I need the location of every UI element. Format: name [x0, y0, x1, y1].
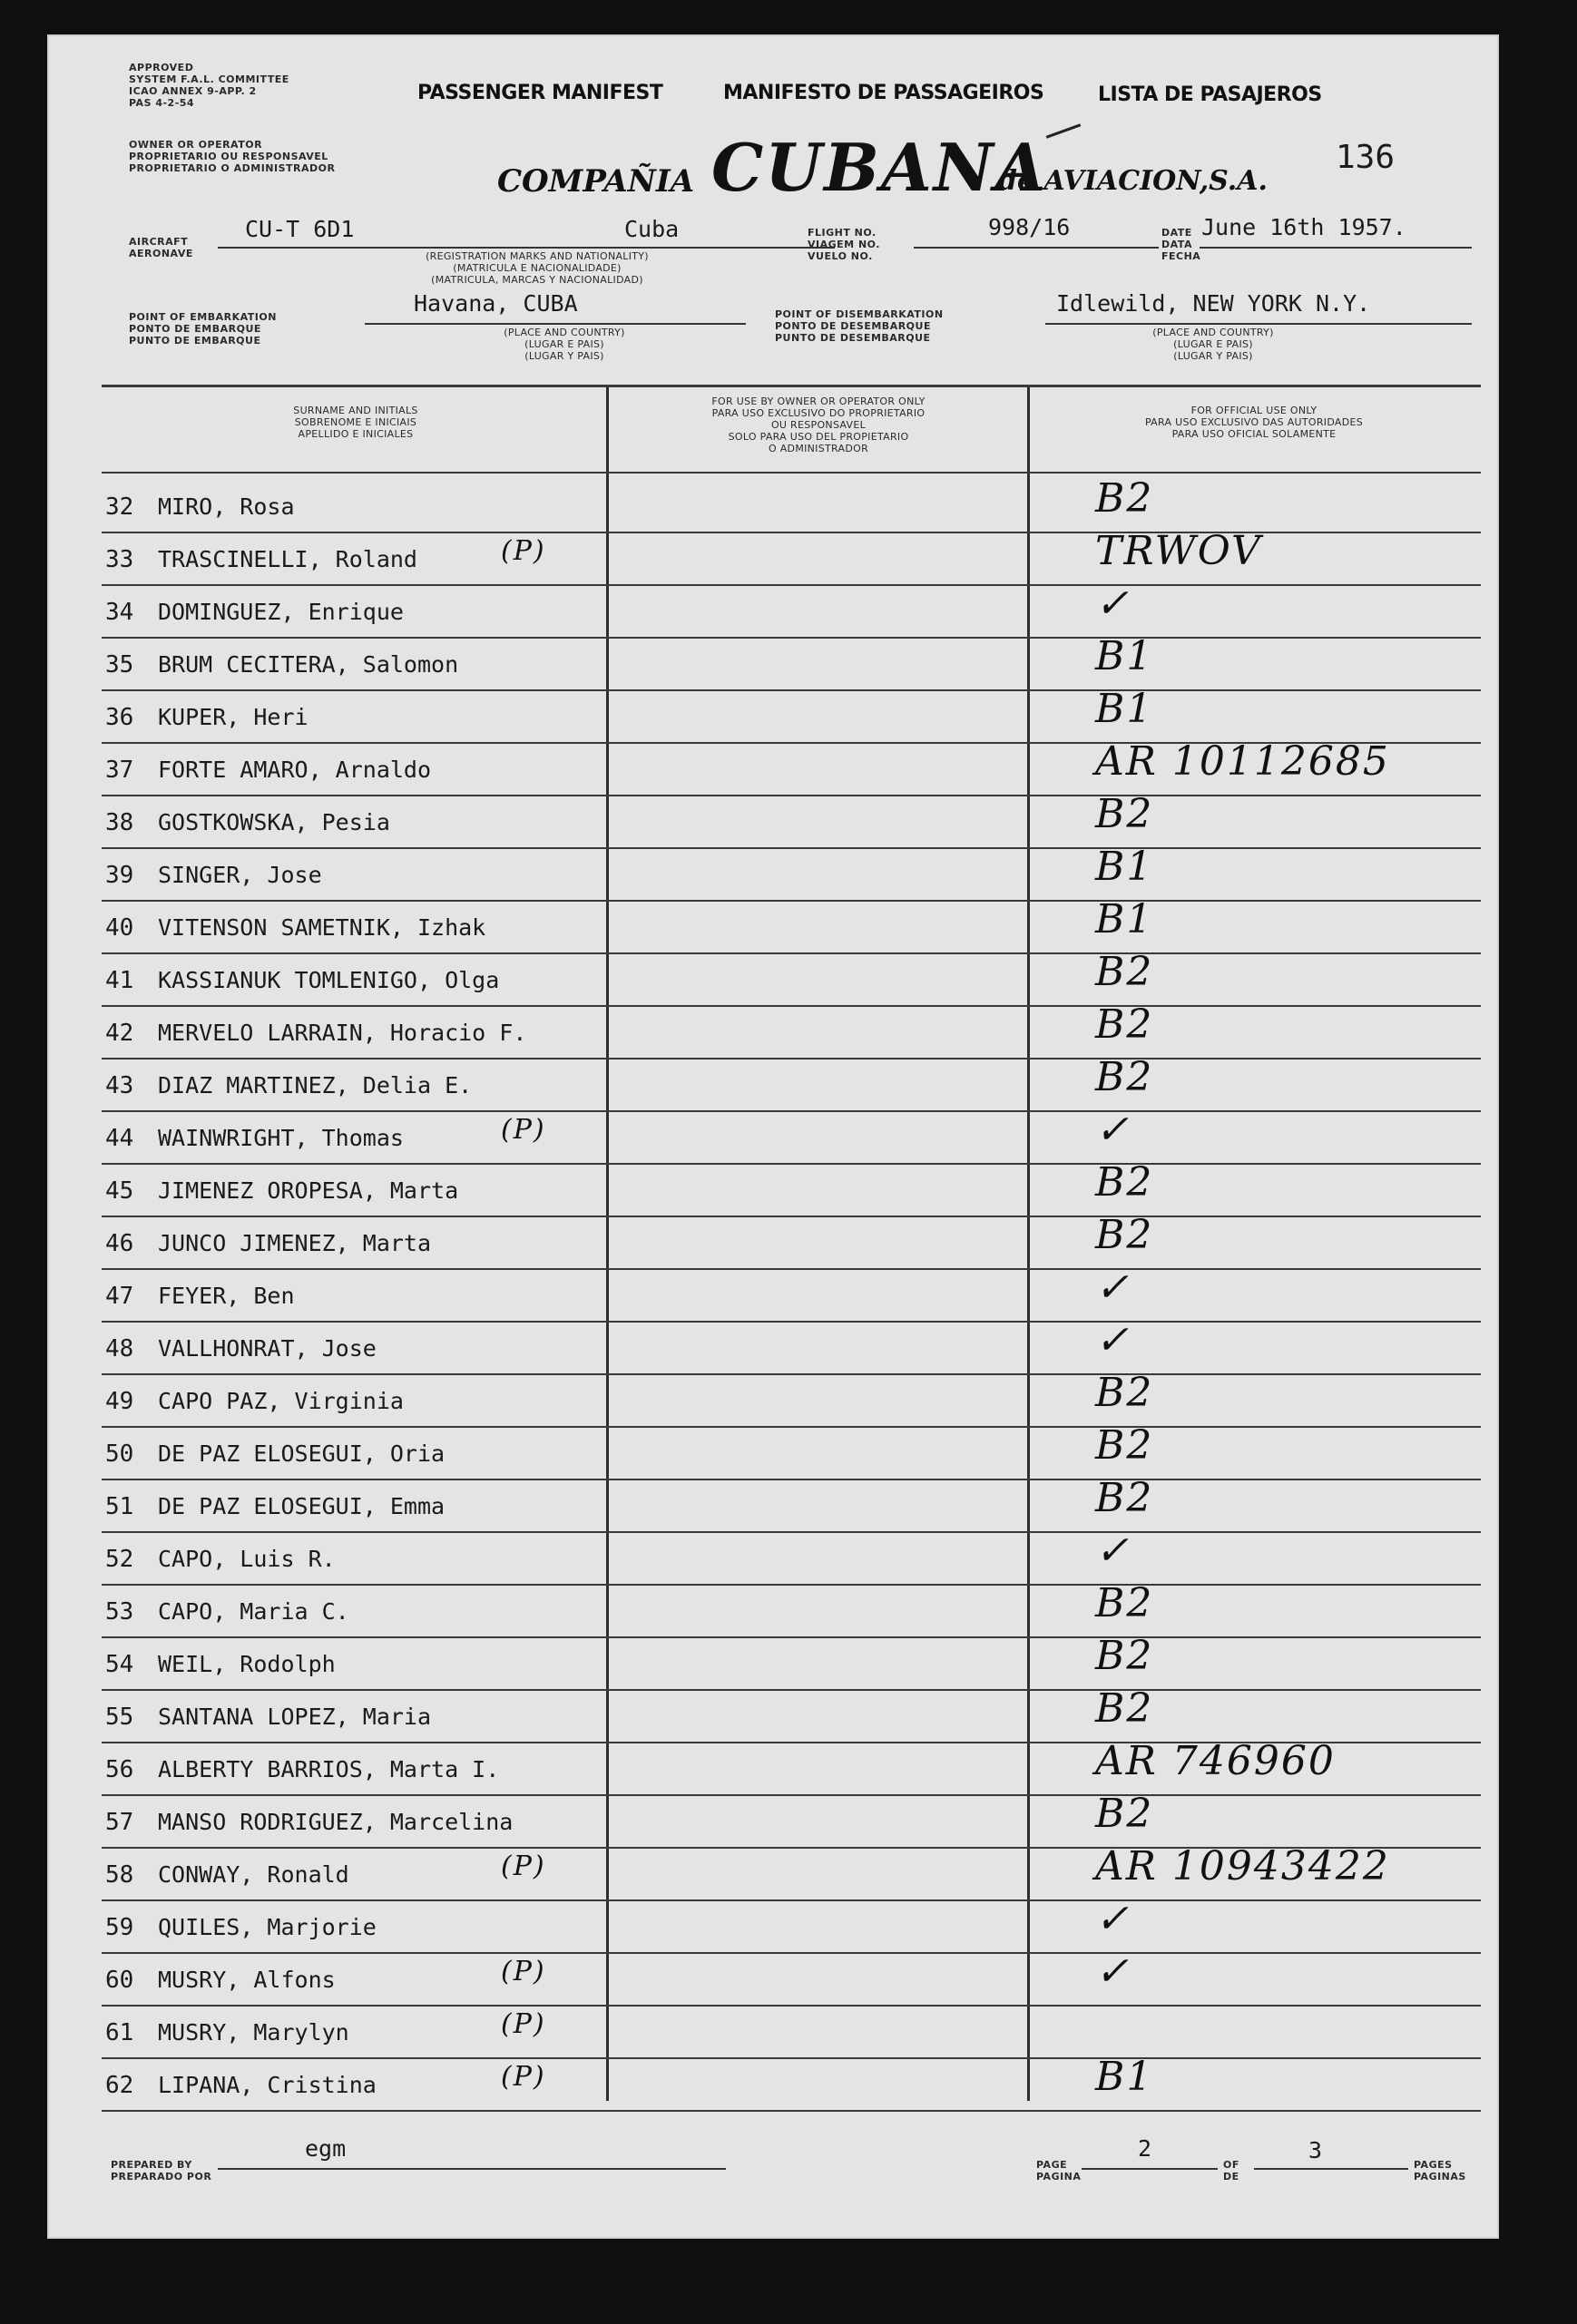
official-mark: AR 10943422: [1095, 1843, 1390, 1889]
official-mark: ✓: [1095, 1896, 1131, 1942]
flight-label-line: VUELO NO.: [808, 250, 873, 262]
disembark-label-line: POINT OF DISEMBARKATION: [775, 308, 944, 320]
prepared-by-label-line: PREPARADO POR: [111, 2171, 212, 2182]
table-row: [102, 686, 1481, 744]
passenger-name: KASSIANUK TOMLENIGO, Olga: [158, 967, 500, 993]
passenger-number: 59: [105, 1914, 134, 1941]
pages-label-line: PAGINAS: [1414, 2171, 1466, 2182]
pages-total: 3: [1308, 2137, 1323, 2163]
flight-label-line: FLIGHT NO.: [808, 227, 877, 239]
table-row: [102, 633, 1481, 691]
table-row: [102, 1107, 1481, 1165]
flight-date: June 16th 1957.: [1201, 214, 1406, 240]
passenger-name: SINGER, Jose: [158, 862, 322, 888]
passenger-name: MERVELO LARRAIN, Horacio F.: [158, 1020, 527, 1046]
place-label-line: (PLACE AND COUNTRY): [1152, 327, 1274, 338]
official-mark: B1: [1095, 896, 1154, 942]
column-header-line: SOBRENOME E INICIAIS: [294, 416, 417, 428]
passenger-name: MIRO, Rosa: [158, 493, 295, 520]
registration-label-line: (MATRICULA E NACIONALIDADE): [453, 262, 622, 274]
aircraft-label-line: AIRCRAFT: [129, 236, 189, 248]
passenger-note: (P): [501, 535, 546, 567]
disembark-label-line: PUNTO DE DESEMBARQUE: [775, 332, 931, 344]
embark-label: [129, 311, 277, 347]
passenger-number: 53: [105, 1598, 134, 1626]
table-row: [102, 581, 1481, 639]
official-mark: B2: [1095, 1633, 1154, 1679]
passenger-number: 46: [105, 1230, 134, 1257]
official-mark: B1: [1095, 844, 1154, 890]
passenger-name: FORTE AMARO, Arnaldo: [158, 757, 432, 783]
airline-logo-main: CUBANA: [711, 129, 1048, 206]
official-mark: ✓: [1095, 1948, 1131, 1995]
date-field: [1200, 212, 1472, 249]
passenger-name: DOMINGUEZ, Enrique: [158, 599, 404, 625]
official-mark: ✓: [1095, 1528, 1131, 1574]
passenger-name: DE PAZ ELOSEGUI, Oria: [158, 1440, 446, 1467]
table-row: [102, 1738, 1481, 1796]
approval-line: APPROVED: [129, 62, 194, 73]
owner-label-line: PROPRIETARIO O ADMINISTRADOR: [129, 162, 336, 174]
column-header-line: OU RESPONSAVEL: [770, 419, 867, 431]
prepared-by-label-line: PREPARED BY: [111, 2159, 192, 2171]
table-row: [102, 1475, 1481, 1533]
table-row: [102, 1685, 1481, 1743]
passenger-name: SANTANA LOPEZ, Maria: [158, 1704, 432, 1730]
page-label-line: PAGE: [1036, 2159, 1068, 2171]
passenger-number: 33: [105, 546, 134, 573]
disembark-place: Idlewild, NEW YORK N.Y.: [1056, 290, 1371, 317]
aircraft-field: [218, 214, 835, 249]
official-mark: AR 10112685: [1095, 738, 1390, 785]
disembark-field: [1045, 288, 1472, 325]
title-portuguese: MANIFESTO DE PASSAGEIROS: [723, 82, 1044, 104]
passenger-number: 42: [105, 1020, 134, 1047]
passenger-number: 55: [105, 1704, 134, 1731]
row-rule: [102, 2110, 1481, 2112]
aircraft-label: [129, 236, 193, 259]
passenger-number: 38: [105, 809, 134, 836]
flight-number: 998/16: [988, 214, 1071, 240]
manifest-sheet: [47, 34, 1499, 2239]
passenger-name: JUNCO JIMENEZ, Marta: [158, 1230, 432, 1256]
title-english: PASSENGER MANIFEST: [417, 82, 663, 104]
embark-label-line: PONTO DE EMBARQUE: [129, 323, 261, 335]
passenger-note: (P): [501, 1850, 546, 1882]
table-row: [102, 844, 1481, 902]
passenger-name: DIAZ MARTINEZ, Delia E.: [158, 1072, 473, 1099]
table-row: [102, 1791, 1481, 1849]
passenger-name: CAPO PAZ, Virginia: [158, 1388, 404, 1414]
place-label-line: (LUGAR Y PAIS): [1173, 350, 1253, 362]
aircraft-nationality: Cuba: [624, 216, 680, 242]
owner-label-line: OWNER OR OPERATOR: [129, 139, 263, 151]
passenger-note: (P): [501, 1956, 546, 1987]
table-row: [102, 1212, 1481, 1270]
table-row: [102, 1159, 1481, 1217]
passenger-name: MUSRY, Marylyn: [158, 2019, 349, 2046]
passenger-number: 62: [105, 2072, 134, 2099]
official-mark: AR 746960: [1095, 1738, 1336, 1784]
passenger-number: 56: [105, 1756, 134, 1783]
passenger-name: DE PAZ ELOSEGUI, Emma: [158, 1493, 446, 1519]
column-header-line: PARA USO OFICIAL SOLAMENTE: [1171, 428, 1337, 440]
table-row: [102, 2054, 1481, 2112]
passenger-number: 45: [105, 1177, 134, 1205]
passenger-name: GOSTKOWSKA, Pesia: [158, 809, 390, 835]
flight-field: [914, 212, 1159, 249]
table-row: [102, 1422, 1481, 1480]
embark-place-label: [455, 327, 673, 362]
column-header-line: SOLO PARA USO DEL PROPIETARIO: [728, 431, 909, 443]
official-mark: TRWOV: [1095, 528, 1262, 574]
date-label: [1161, 227, 1200, 262]
official-mark: B2: [1095, 1791, 1154, 1837]
column-header-owner: [628, 395, 1009, 454]
table-row: [102, 1001, 1481, 1059]
embark-label-line: POINT OF EMBARKATION: [129, 311, 277, 323]
table-row: [102, 1528, 1481, 1586]
passenger-number: 58: [105, 1861, 134, 1889]
passenger-name: WEIL, Rodolph: [158, 1651, 336, 1677]
passenger-name: WAINWRIGHT, Thomas: [158, 1125, 404, 1151]
official-mark: B2: [1095, 1370, 1154, 1416]
passenger-number: 60: [105, 1967, 134, 1994]
prepared-by-label: [111, 2159, 211, 2182]
approval-line: ICAO ANNEX 9-APP. 2: [129, 85, 257, 97]
table-row: [102, 896, 1481, 954]
registration-label: [347, 250, 728, 286]
passenger-number: 35: [105, 651, 134, 679]
passenger-name: KUPER, Heri: [158, 704, 309, 730]
registration-label-line: (MATRICULA, MARCAS Y NACIONALIDAD): [431, 274, 643, 286]
passenger-number: 43: [105, 1072, 134, 1099]
pages-label-line: PAGES: [1414, 2159, 1453, 2171]
place-label-line: (PLACE AND COUNTRY): [504, 327, 625, 338]
passenger-name: MANSO RODRIGUEZ, Marcelina: [158, 1809, 514, 1835]
table-row: [102, 1948, 1481, 2007]
column-header-line: APELLIDO E INICIALES: [298, 428, 414, 440]
official-mark: B1: [1095, 633, 1154, 679]
passenger-name: BRUM CECITERA, Salomon: [158, 651, 459, 678]
passenger-number: 37: [105, 757, 134, 784]
official-mark: B2: [1095, 1422, 1154, 1469]
date-label-line: FECHA: [1161, 250, 1201, 262]
flight-label-line: VIAGEM NO.: [808, 239, 880, 250]
official-mark: ✓: [1095, 1107, 1131, 1153]
passenger-number: 54: [105, 1651, 134, 1678]
embark-label-line: PUNTO DE EMBARQUE: [129, 335, 261, 347]
passenger-number: 52: [105, 1546, 134, 1573]
airline-logo-left: COMPAÑIA: [497, 163, 695, 200]
passenger-name: MUSRY, Alfons: [158, 1967, 336, 1993]
registration-label-line: (REGISTRATION MARKS AND NATIONALITY): [426, 250, 649, 262]
passenger-name: CAPO, Luis R.: [158, 1546, 336, 1572]
table-row: [102, 1265, 1481, 1323]
logo-swoosh: [1046, 123, 1082, 138]
official-mark: ✓: [1095, 1317, 1131, 1363]
passenger-number: 51: [105, 1493, 134, 1520]
passenger-name: VITENSON SAMETNIK, Izhak: [158, 914, 486, 941]
date-label-line: DATE: [1161, 227, 1192, 239]
passenger-number: 44: [105, 1125, 134, 1152]
official-mark: B2: [1095, 1159, 1154, 1206]
disembark-label-line: PONTO DE DESEMBARQUE: [775, 320, 931, 332]
table-row: [102, 2007, 1481, 2059]
table-row: [102, 1054, 1481, 1112]
passenger-name: QUILES, Marjorie: [158, 1914, 377, 1940]
official-mark: ✓: [1095, 581, 1131, 627]
approval-line: PAS 4-2-54: [129, 97, 195, 109]
official-mark: B2: [1095, 1580, 1154, 1626]
table-row: [102, 1633, 1481, 1691]
official-mark: B2: [1095, 1685, 1154, 1732]
approval-block: [129, 62, 289, 109]
passenger-number: 32: [105, 493, 134, 521]
pages-total-field: [1254, 2132, 1408, 2170]
column-header-line: O ADMINISTRADOR: [768, 443, 869, 454]
page-stamp: 136: [1336, 139, 1396, 176]
passenger-name: TRASCINELLI, Roland: [158, 546, 417, 572]
date-label-line: DATA: [1161, 239, 1192, 250]
passenger-number: 36: [105, 704, 134, 731]
flight-label: [808, 227, 880, 262]
aircraft-label-line: AERONAVE: [129, 248, 193, 259]
passenger-name: VALLHONRAT, Jose: [158, 1335, 377, 1362]
embark-field: [365, 288, 746, 325]
official-mark: B2: [1095, 1475, 1154, 1521]
passenger-name: CAPO, Maria C.: [158, 1598, 349, 1625]
passenger-note: (P): [501, 1114, 546, 1146]
page-number: 2: [1138, 2135, 1152, 2162]
passenger-note: (P): [501, 2008, 546, 2040]
official-mark: ✓: [1095, 1265, 1131, 1311]
passenger-number: 47: [105, 1283, 134, 1310]
passenger-number: 49: [105, 1388, 134, 1415]
passenger-name: LIPANA, Cristina: [158, 2072, 377, 2098]
passenger-name: JIMENEZ OROPESA, Marta: [158, 1177, 459, 1204]
embark-place: Havana, CUBA: [414, 290, 578, 317]
passenger-number: 34: [105, 599, 134, 626]
disembark-place-label: [1100, 327, 1327, 362]
column-header-line: SURNAME AND INITIALS: [293, 405, 418, 416]
official-mark: B1: [1095, 686, 1154, 732]
pages-label: [1414, 2159, 1466, 2182]
table-row: [102, 1317, 1481, 1375]
table-top-rule: [102, 385, 1481, 387]
prepared-by-value: egm: [305, 2135, 347, 2162]
column-header-official: [1045, 405, 1463, 440]
column-header-line: FOR OFFICIAL USE ONLY: [1190, 405, 1317, 416]
column-header-name: [174, 405, 537, 440]
owner-label-line: PROPRIETARIO OU RESPONSAVEL: [129, 151, 328, 162]
passenger-name: ALBERTY BARRIOS, Marta I.: [158, 1756, 500, 1782]
table-row: [102, 1580, 1481, 1638]
official-mark: B1: [1095, 2054, 1154, 2100]
passenger-number: 61: [105, 2019, 134, 2046]
table-row: [102, 791, 1481, 849]
approval-line: SYSTEM F.A.L. COMMITTEE: [129, 73, 289, 85]
passenger-note: (P): [501, 2061, 546, 2093]
header-bottom-rule: [102, 472, 1481, 474]
official-mark: B2: [1095, 1001, 1154, 1048]
table-row: [102, 1370, 1481, 1428]
table-row: [102, 528, 1481, 586]
column-header-line: FOR USE BY OWNER OR OPERATOR ONLY: [711, 395, 926, 407]
page-label: [1036, 2159, 1081, 2182]
aircraft-registration: CU-T 6D1: [245, 216, 355, 242]
owner-label: [129, 139, 335, 174]
of-label: [1223, 2159, 1239, 2182]
of-label-line: OF: [1223, 2159, 1239, 2171]
page-label-line: PAGINA: [1036, 2171, 1082, 2182]
passenger-name: CONWAY, Ronald: [158, 1861, 349, 1888]
table-row: [102, 475, 1481, 533]
disembark-label: [775, 308, 944, 344]
place-label-line: (LUGAR E PAIS): [524, 338, 604, 350]
place-label-line: (LUGAR E PAIS): [1173, 338, 1253, 350]
airline-logo-right: de AVIACION,S.A.: [998, 165, 1268, 197]
place-label-line: (LUGAR Y PAIS): [524, 350, 604, 362]
prepared-by-field: [218, 2132, 726, 2170]
official-mark: B2: [1095, 1054, 1154, 1100]
passenger-number: 50: [105, 1440, 134, 1468]
table-row: [102, 949, 1481, 1007]
passenger-number: 57: [105, 1809, 134, 1836]
table-row: [102, 1896, 1481, 1954]
column-header-line: PARA USO EXCLUSIVO DAS AUTORIDADES: [1144, 416, 1364, 428]
official-mark: B2: [1095, 1212, 1154, 1258]
passenger-number: 40: [105, 914, 134, 942]
official-mark: B2: [1095, 475, 1154, 522]
passenger-number: 48: [105, 1335, 134, 1362]
passenger-number: 41: [105, 967, 134, 994]
passenger-name: FEYER, Ben: [158, 1283, 295, 1309]
title-spanish: LISTA DE PASAJEROS: [1098, 83, 1322, 106]
of-label-line: DE: [1223, 2171, 1239, 2182]
table-row: [102, 1843, 1481, 1901]
official-mark: B2: [1095, 791, 1154, 837]
column-header-line: PARA USO EXCLUSIVO DO PROPRIETARIO: [711, 407, 926, 419]
table-row: [102, 738, 1481, 796]
passenger-number: 39: [105, 862, 134, 889]
official-mark: B2: [1095, 949, 1154, 995]
page-field: [1082, 2132, 1218, 2170]
